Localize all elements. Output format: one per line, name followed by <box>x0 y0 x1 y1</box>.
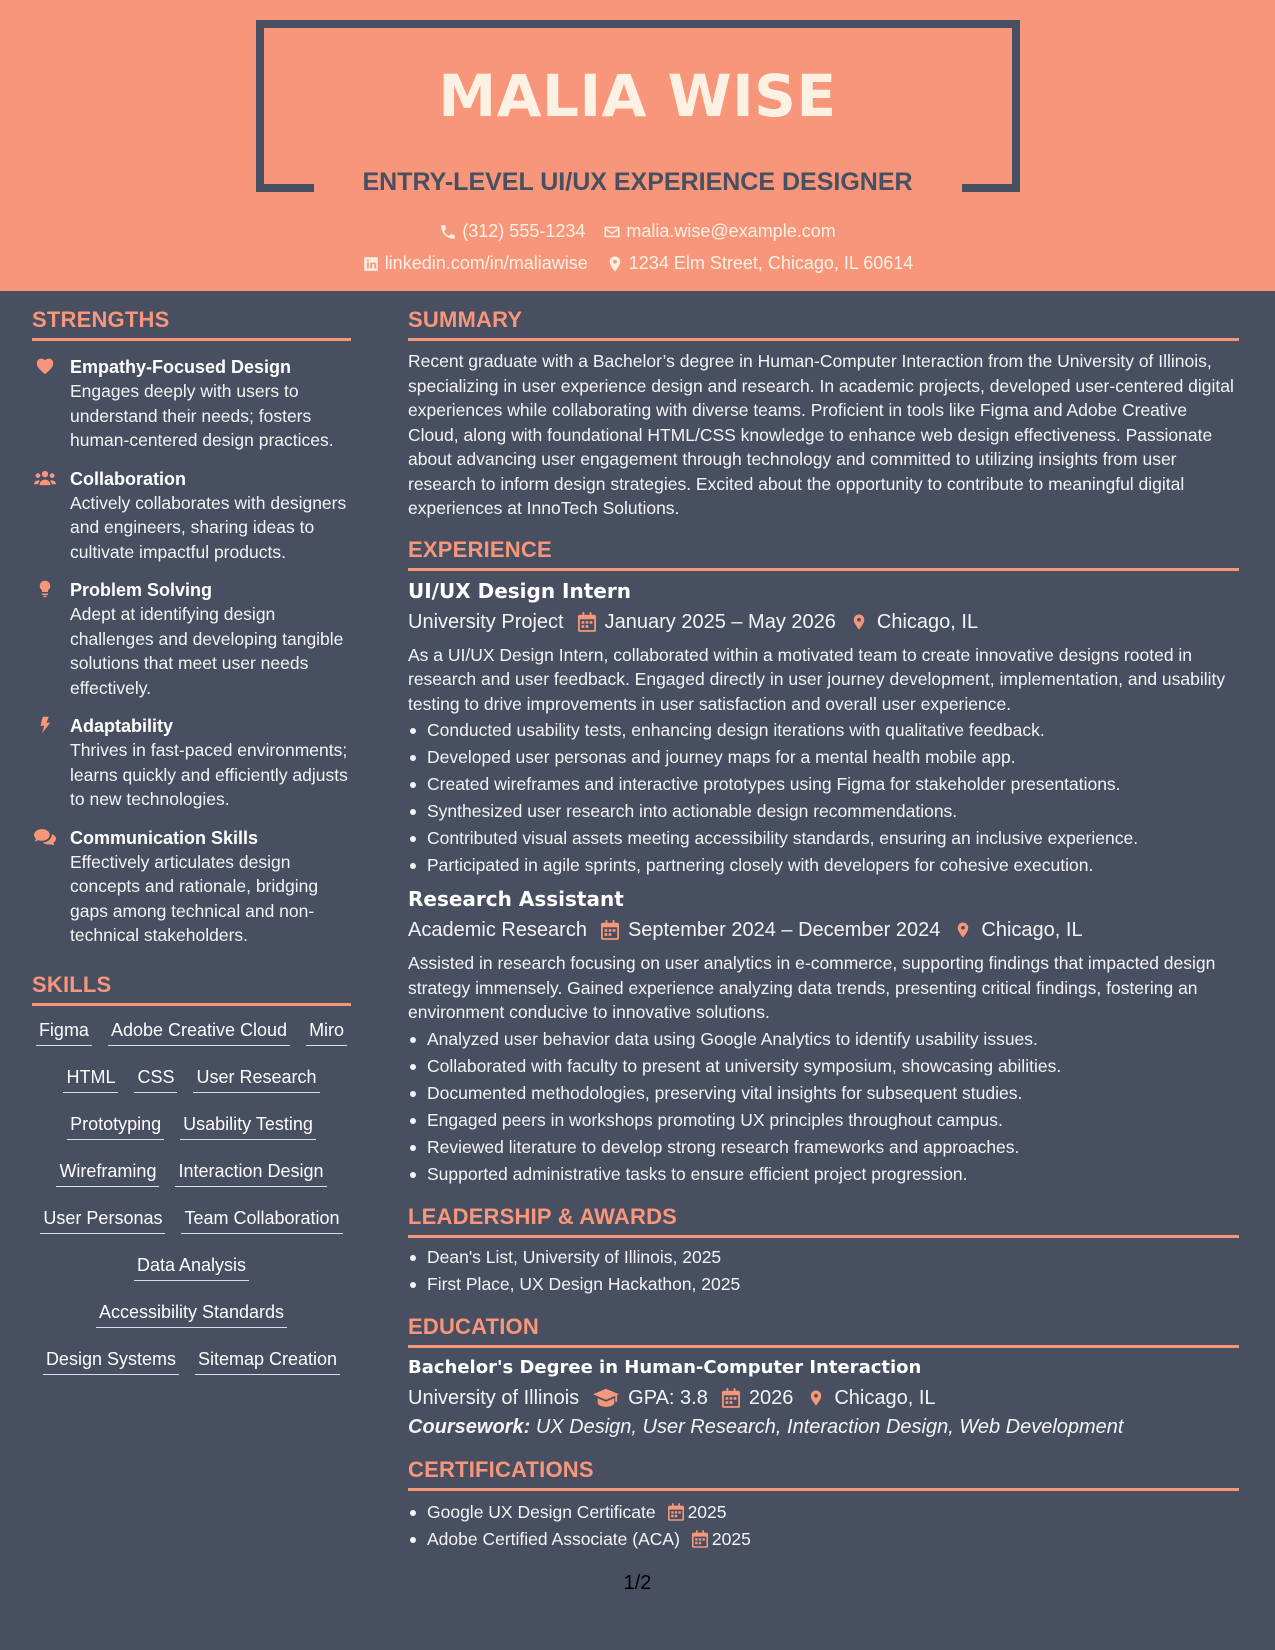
linkedin-text: linkedin.com/in/maliawise <box>384 253 588 273</box>
summary-text: Recent graduate with a Bachelor’s degree in Human-Computer Interaction from the University of Illinois, specializing in user experience design and research. In academic projects, developed user-centered digital experiences while collaborating with diverse teams. Proficient in tools like Figma and Adobe Creative Cloud, along with foundational HTML/CSS knowledge to enhance web design effectiveness. Passionate about advancing user engagement through technology and committed to utilizing insights from user research to inform design strategies. Excited about the opportunity to contribute to meaningful digital experiences at InnoTech Solutions. <box>408 351 1234 518</box>
strength-desc: Actively collaborates with designers and engineers, sharing ideas to cultivate impactful products. <box>70 492 347 562</box>
job-bullets <box>408 717 1239 879</box>
skills-list <box>32 1019 351 1395</box>
skill-tag: Data Analysis <box>134 1254 249 1281</box>
list-item: Conducted usability tests, enhancing design iterations with qualitative feedback. <box>408 717 1239 744</box>
job-entry <box>408 577 1239 880</box>
candidate-role: ENTRY-LEVEL UI/UX EXPERIENCE DESIGNER <box>362 168 913 196</box>
skill-tag: Sitemap Creation <box>195 1348 340 1375</box>
skills-divider <box>32 1003 351 1006</box>
right-column <box>408 307 1239 1553</box>
list-item <box>408 1526 1239 1553</box>
skill-tag: Accessibility Standards <box>96 1301 287 1328</box>
skill-tag: User Research <box>193 1066 319 1093</box>
strength-title: Communication Skills <box>70 827 259 848</box>
strength-desc: Effectively articulates design concepts and rationale, bridging gaps among technical and non-technical stakeholders. <box>70 851 319 945</box>
lightbulb-icon <box>34 580 56 598</box>
skill-tag: Prototyping <box>67 1113 164 1140</box>
comments-icon <box>34 828 56 846</box>
job-org: University Project <box>408 610 564 633</box>
job-dates: January 2025 – May 2026 <box>604 610 836 633</box>
address-text: 1234 Elm Street, Chicago, IL 60614 <box>628 253 914 273</box>
list-item: Engaged peers in workshops promoting UX principles throughout campus. <box>408 1107 1239 1134</box>
calendar-icon <box>578 612 596 632</box>
skill-tag: Interaction Design <box>175 1160 326 1187</box>
coursework-label: Coursework: <box>408 1415 531 1438</box>
phone-text: (312) 555-1234 <box>462 221 586 241</box>
map-pin-icon <box>606 255 624 273</box>
strength-item <box>32 826 351 948</box>
education-location: Chicago, IL <box>834 1386 936 1409</box>
contact-phone[interactable] <box>439 221 585 242</box>
list-item: Developed user personas and journey maps for a mental health mobile app. <box>408 744 1239 771</box>
job-description: As a UI/UX Design Intern, collaborated within a motivated team to create innovative designs rooted in research and user feedback. Engaged directly in user journey development, implementation, and usability testing to drive improvements in user satisfaction and overall user experience. <box>408 644 1226 714</box>
job-location: Chicago, IL <box>876 610 979 633</box>
skill-tag: Design Systems <box>43 1348 179 1375</box>
list-item: Reviewed literature to develop strong research frameworks and approaches. <box>408 1134 1239 1161</box>
strength-title: Adaptability <box>70 716 174 736</box>
linkedin-icon <box>362 255 380 273</box>
strength-title: Collaboration <box>70 468 186 489</box>
contact-row-2 <box>0 253 1275 274</box>
envelope-icon <box>603 223 621 241</box>
experience-divider <box>408 568 1239 571</box>
contact-address <box>606 253 914 274</box>
list-item: Supported administrative tasks to ensure efficient project progression. <box>408 1161 1239 1188</box>
header-frame-top <box>256 20 1020 28</box>
coursework-text: UX Design, User Research, Interaction Design, Web Development <box>535 1415 1124 1438</box>
map-pin-icon <box>807 1388 825 1408</box>
skill-tag: User Personas <box>40 1207 165 1234</box>
skill-tag: Wireframing <box>56 1160 159 1187</box>
strength-desc: Thrives in fast-paced environments; learns quickly and efficiently adjusts to new technologies. <box>70 740 348 809</box>
map-pin-icon <box>954 920 972 940</box>
list-item: Contributed visual assets meeting accessibility standards, ensuring an inclusive experience. <box>408 825 1239 852</box>
strengths-heading: STRENGTHS <box>32 307 170 332</box>
strength-item <box>32 714 351 812</box>
job-meta <box>408 607 1239 637</box>
list-item: Participated in agile sprints, partnering closely with developers for cohesive execution. <box>408 852 1239 879</box>
cert-year: 2025 <box>687 1501 727 1522</box>
education-gpa: GPA: 3.8 <box>628 1386 708 1409</box>
cert-name: Google UX Design Certificate <box>427 1501 656 1522</box>
email-text: malia.wise@example.com <box>626 221 836 241</box>
job-title: UI/UX Design Intern <box>408 578 631 603</box>
education-degree: Bachelor's Degree in Human-Computer Interaction <box>408 1356 922 1378</box>
phone-icon <box>439 223 457 241</box>
education-year: 2026 <box>748 1386 794 1409</box>
education-meta <box>408 1383 1239 1413</box>
job-location: Chicago, IL <box>981 919 1083 941</box>
calendar-icon <box>722 1388 740 1408</box>
contact-linkedin[interactable] <box>362 253 588 274</box>
skill-tag: Miro <box>306 1019 347 1046</box>
summary-divider <box>408 338 1239 341</box>
skills-heading: SKILLS <box>32 971 112 997</box>
strength-desc: Adept at identifying design challenges and developing tangible solutions that meet user needs effectively. <box>70 604 344 698</box>
skill-tag: HTML <box>63 1066 118 1093</box>
skill-tag: Usability Testing <box>180 1113 316 1140</box>
skill-tag: Figma <box>36 1019 92 1046</box>
job-entry <box>408 885 1239 1188</box>
leadership-heading: LEADERSHIP & AWARDS <box>408 1203 678 1229</box>
leadership-divider <box>408 1235 1239 1238</box>
job-bullets <box>408 1026 1239 1188</box>
contact-email[interactable] <box>603 221 835 242</box>
list-item: Documented methodologies, preserving vital insights for subsequent studies. <box>408 1080 1239 1107</box>
education-coursework <box>408 1413 1239 1441</box>
contact-row-1 <box>0 221 1275 242</box>
strength-item <box>32 467 351 565</box>
map-pin-icon <box>850 612 868 632</box>
list-item <box>408 1499 1239 1526</box>
summary-heading: SUMMARY <box>408 307 523 332</box>
experience-heading: EXPERIENCE <box>408 536 552 562</box>
page-number: 1/2 <box>623 1572 652 1594</box>
list-item: First Place, UX Design Hackathon, 2025 <box>408 1271 1239 1298</box>
strength-item <box>32 355 351 453</box>
list-item: Created wireframes and interactive prototypes using Figma for stakeholder presentations. <box>408 771 1239 798</box>
job-description: Assisted in research focusing on user analytics in e-commerce, supporting findings that impacted design strategy immensely. Gained experience analyzing data trends, presenting critical findings, fostering an environment conducive to innovative solutions. <box>408 953 1216 1022</box>
calendar-icon <box>601 920 619 940</box>
cert-year: 2025 <box>711 1528 751 1549</box>
resume-header <box>0 0 1275 291</box>
list-item: Analyzed user behavior data using Google Analytics to identify usability issues. <box>408 1026 1239 1053</box>
certifications-divider <box>408 1488 1239 1491</box>
list-item: Collaborated with faculty to present at university symposium, showcasing abilities. <box>408 1053 1239 1080</box>
users-icon <box>34 469 56 487</box>
calendar-icon <box>692 1530 708 1548</box>
left-column <box>32 307 351 1395</box>
education-divider <box>408 1345 1239 1348</box>
strength-desc: Engages deeply with users to understand their needs; fosters human-centered design practices. <box>70 381 334 450</box>
strengths-list <box>32 355 351 948</box>
strengths-divider <box>32 338 351 341</box>
list-item: Dean's List, University of Illinois, 2025 <box>408 1244 1239 1271</box>
certifications-heading: CERTIFICATIONS <box>408 1456 594 1482</box>
candidate-name: MALIA WISE <box>438 62 837 130</box>
job-title: Research Assistant <box>408 887 624 911</box>
job-org: Academic Research <box>408 919 587 941</box>
heart-icon <box>34 357 56 375</box>
skill-tag: CSS <box>134 1066 177 1093</box>
leadership-list <box>408 1244 1239 1298</box>
certifications-list <box>408 1499 1239 1553</box>
strength-item <box>32 578 351 700</box>
bolt-icon <box>34 716 56 734</box>
strength-title: Problem Solving <box>70 580 213 600</box>
list-item: Synthesized user research into actionable design recommendations. <box>408 798 1239 825</box>
graduation-cap-icon <box>593 1388 619 1408</box>
skill-tag: Team Collaboration <box>181 1207 342 1234</box>
skill-tag: Adobe Creative Cloud <box>108 1019 290 1046</box>
cert-name: Adobe Certified Associate (ACA) <box>427 1528 680 1549</box>
calendar-icon <box>668 1503 684 1521</box>
education-heading: EDUCATION <box>408 1313 539 1339</box>
strength-title: Empathy-Focused Design <box>70 357 292 377</box>
job-dates: September 2024 – December 2024 <box>627 919 941 941</box>
education-school: University of Illinois <box>408 1386 580 1409</box>
job-meta <box>408 915 1239 945</box>
